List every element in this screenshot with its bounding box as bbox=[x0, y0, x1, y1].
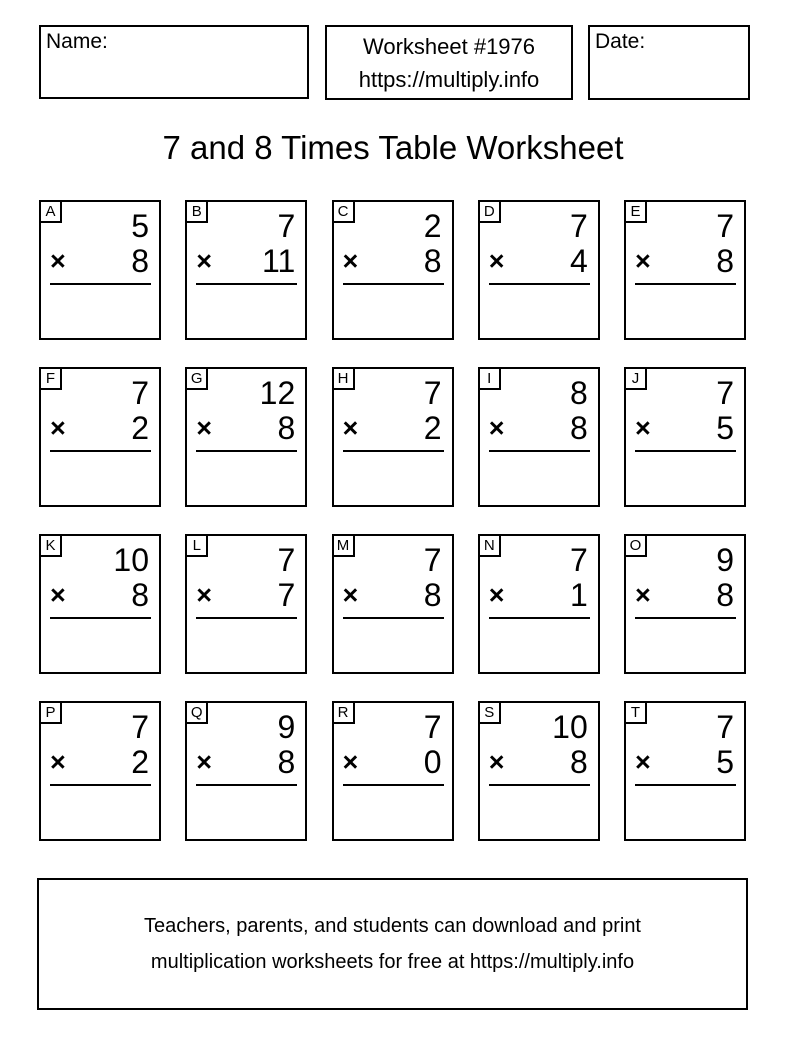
answer-space bbox=[626, 285, 744, 333]
multiply-sign: × bbox=[635, 747, 651, 777]
multiply-sign: × bbox=[488, 413, 505, 443]
problem-label-box bbox=[185, 534, 208, 557]
footer-box bbox=[37, 878, 748, 1010]
multiplicand: 2 bbox=[423, 208, 442, 244]
multiplier: 8 bbox=[277, 744, 296, 780]
problem-label-letter: E bbox=[630, 203, 641, 220]
problem-cell bbox=[478, 701, 600, 841]
page-title: 7 and 8 Times Table Worksheet bbox=[162, 129, 624, 166]
multiplier: 7 bbox=[277, 577, 296, 613]
footer-line-2: multiplication worksheets for free at https://multiply.info bbox=[150, 951, 635, 973]
problem-cell bbox=[185, 200, 307, 340]
problem-cell bbox=[332, 701, 454, 841]
multiplicand: 7 bbox=[716, 709, 734, 745]
answer-space bbox=[334, 285, 452, 333]
multiplier: 8 bbox=[569, 744, 588, 780]
problem-label-letter: Q bbox=[190, 704, 203, 721]
problem-label-letter: T bbox=[630, 704, 641, 721]
name-label: Name: bbox=[46, 30, 108, 53]
multiplier: 8 bbox=[716, 243, 734, 279]
multiply-sign: × bbox=[342, 246, 359, 276]
problems-grid bbox=[39, 200, 746, 841]
multiply-sign: × bbox=[488, 246, 505, 276]
problem-label-letter: K bbox=[45, 537, 56, 554]
problem-cell bbox=[185, 534, 307, 674]
multiply-sign: × bbox=[50, 246, 66, 276]
multiplier: 1 bbox=[569, 577, 588, 613]
problem-label-letter: O bbox=[629, 537, 642, 554]
multiplier: 0 bbox=[423, 744, 442, 780]
answer-space bbox=[41, 619, 159, 667]
problem-cell bbox=[624, 367, 746, 507]
multiply-sign: × bbox=[50, 580, 66, 610]
multiplicand: 5 bbox=[131, 208, 149, 244]
problem-label-letter: D bbox=[483, 203, 495, 220]
answer-space bbox=[187, 619, 305, 667]
answer-space bbox=[480, 786, 598, 834]
problem-label-box bbox=[39, 701, 62, 724]
problem-label-box bbox=[478, 200, 501, 223]
multiply-sign: × bbox=[342, 413, 359, 443]
multiplicand: 7 bbox=[423, 542, 442, 578]
multiplicand: 7 bbox=[716, 208, 734, 244]
multiplier: 8 bbox=[277, 410, 296, 446]
problem-cell bbox=[332, 200, 454, 340]
problem-cell bbox=[624, 701, 746, 841]
problem-cell bbox=[39, 200, 161, 340]
problem-label-box bbox=[478, 534, 501, 557]
worksheet-url: https://multiply.info bbox=[358, 66, 540, 92]
problem-label-letter: A bbox=[45, 203, 56, 220]
problem-label-letter: C bbox=[337, 203, 349, 220]
answer-space bbox=[626, 786, 744, 834]
multiplicand: 7 bbox=[131, 709, 149, 745]
problem-label-box bbox=[185, 367, 208, 390]
answer-space bbox=[187, 786, 305, 834]
problem-label-box bbox=[39, 534, 62, 557]
multiplicand: 7 bbox=[277, 542, 296, 578]
problem-label-box bbox=[185, 701, 208, 724]
problem-label-letter: R bbox=[337, 704, 349, 721]
problem-label-box bbox=[624, 701, 647, 724]
problem-label-letter: P bbox=[45, 704, 56, 721]
multiplier: 2 bbox=[131, 410, 149, 446]
problem-label-box bbox=[332, 367, 355, 390]
multiply-sign: × bbox=[196, 246, 213, 276]
answer-space bbox=[480, 619, 598, 667]
problem-cell bbox=[185, 701, 307, 841]
problem-label-box bbox=[478, 367, 501, 390]
multiplicand: 7 bbox=[423, 709, 442, 745]
problem-label-box bbox=[185, 200, 208, 223]
multiplicand: 7 bbox=[277, 208, 296, 244]
multiplier: 2 bbox=[423, 410, 442, 446]
footer-line-1: Teachers, parents, and students can download and print bbox=[144, 915, 641, 937]
multiply-sign: × bbox=[488, 747, 505, 777]
problem-label-letter: J bbox=[631, 370, 640, 387]
multiply-sign: × bbox=[196, 747, 213, 777]
answer-space bbox=[187, 452, 305, 500]
multiplicand: 12 bbox=[259, 375, 296, 411]
answer-space bbox=[187, 285, 305, 333]
multiplicand: 10 bbox=[113, 542, 149, 578]
answer-space bbox=[626, 452, 744, 500]
problem-cell bbox=[39, 701, 161, 841]
multiplicand: 7 bbox=[569, 542, 588, 578]
problem-cell bbox=[39, 534, 161, 674]
problem-label-letter: I bbox=[487, 370, 492, 387]
multiplier: 8 bbox=[716, 577, 734, 613]
multiply-sign: × bbox=[488, 580, 505, 610]
name-box bbox=[39, 25, 309, 99]
multiplicand: 7 bbox=[131, 375, 149, 411]
problem-label-box bbox=[624, 367, 647, 390]
multiply-sign: × bbox=[196, 580, 213, 610]
multiplier: 2 bbox=[131, 744, 149, 780]
multiplier: 4 bbox=[569, 243, 588, 279]
multiply-sign: × bbox=[635, 580, 651, 610]
answer-space bbox=[480, 452, 598, 500]
problem-cell bbox=[39, 367, 161, 507]
multiply-sign: × bbox=[635, 413, 651, 443]
multiply-sign: × bbox=[342, 580, 359, 610]
problem-label-letter: H bbox=[337, 370, 349, 387]
multiplicand: 10 bbox=[552, 709, 588, 745]
problem-label-box bbox=[332, 534, 355, 557]
multiply-sign: × bbox=[342, 747, 359, 777]
answer-space bbox=[41, 285, 159, 333]
multiply-sign: × bbox=[635, 246, 651, 276]
problem-cell bbox=[624, 534, 746, 674]
problem-label-box bbox=[332, 701, 355, 724]
multiplicand: 9 bbox=[277, 709, 296, 745]
multiplicand: 7 bbox=[716, 375, 734, 411]
multiply-sign: × bbox=[50, 413, 66, 443]
multiplier: 8 bbox=[423, 577, 442, 613]
multiply-sign: × bbox=[50, 747, 66, 777]
problem-label-letter: G bbox=[190, 370, 203, 387]
multiplier: 8 bbox=[423, 243, 442, 279]
problem-label-letter: S bbox=[484, 704, 495, 721]
problem-label-box bbox=[39, 200, 62, 223]
problem-label-box bbox=[332, 200, 355, 223]
worksheet-info-box bbox=[325, 25, 573, 100]
multiplicand: 8 bbox=[569, 375, 588, 411]
answer-space bbox=[480, 285, 598, 333]
worksheet-number: Worksheet #1976 bbox=[362, 33, 536, 59]
answer-space bbox=[41, 452, 159, 500]
multiplicand: 9 bbox=[716, 542, 734, 578]
multiplier: 11 bbox=[262, 243, 296, 279]
problem-label-letter: N bbox=[483, 537, 495, 554]
multiplier: 8 bbox=[131, 243, 149, 279]
problem-label-box bbox=[478, 701, 501, 724]
answer-space bbox=[626, 619, 744, 667]
problem-cell bbox=[332, 534, 454, 674]
problem-label-box bbox=[624, 200, 647, 223]
answer-space bbox=[334, 786, 452, 834]
problem-cell bbox=[478, 200, 600, 340]
problem-cell bbox=[185, 367, 307, 507]
multiplicand: 7 bbox=[423, 375, 442, 411]
multiplicand: 7 bbox=[569, 208, 588, 244]
problem-cell bbox=[332, 367, 454, 507]
problem-cell bbox=[624, 200, 746, 340]
multiplier: 8 bbox=[131, 577, 149, 613]
problem-cell bbox=[478, 534, 600, 674]
problem-label-letter: F bbox=[45, 370, 56, 387]
problem-cell bbox=[478, 367, 600, 507]
problem-label-letter: L bbox=[192, 537, 201, 554]
multiplier: 5 bbox=[716, 744, 734, 780]
problem-label-box bbox=[39, 367, 62, 390]
answer-space bbox=[41, 786, 159, 834]
problem-label-box bbox=[624, 534, 647, 557]
answer-space bbox=[334, 619, 452, 667]
problem-label-letter: B bbox=[191, 203, 202, 220]
multiply-sign: × bbox=[196, 413, 213, 443]
problem-label-letter: M bbox=[336, 537, 350, 554]
multiplier: 8 bbox=[569, 410, 588, 446]
answer-space bbox=[334, 452, 452, 500]
multiplier: 5 bbox=[716, 410, 734, 446]
date-label: Date: bbox=[595, 30, 646, 53]
date-box bbox=[588, 25, 750, 100]
